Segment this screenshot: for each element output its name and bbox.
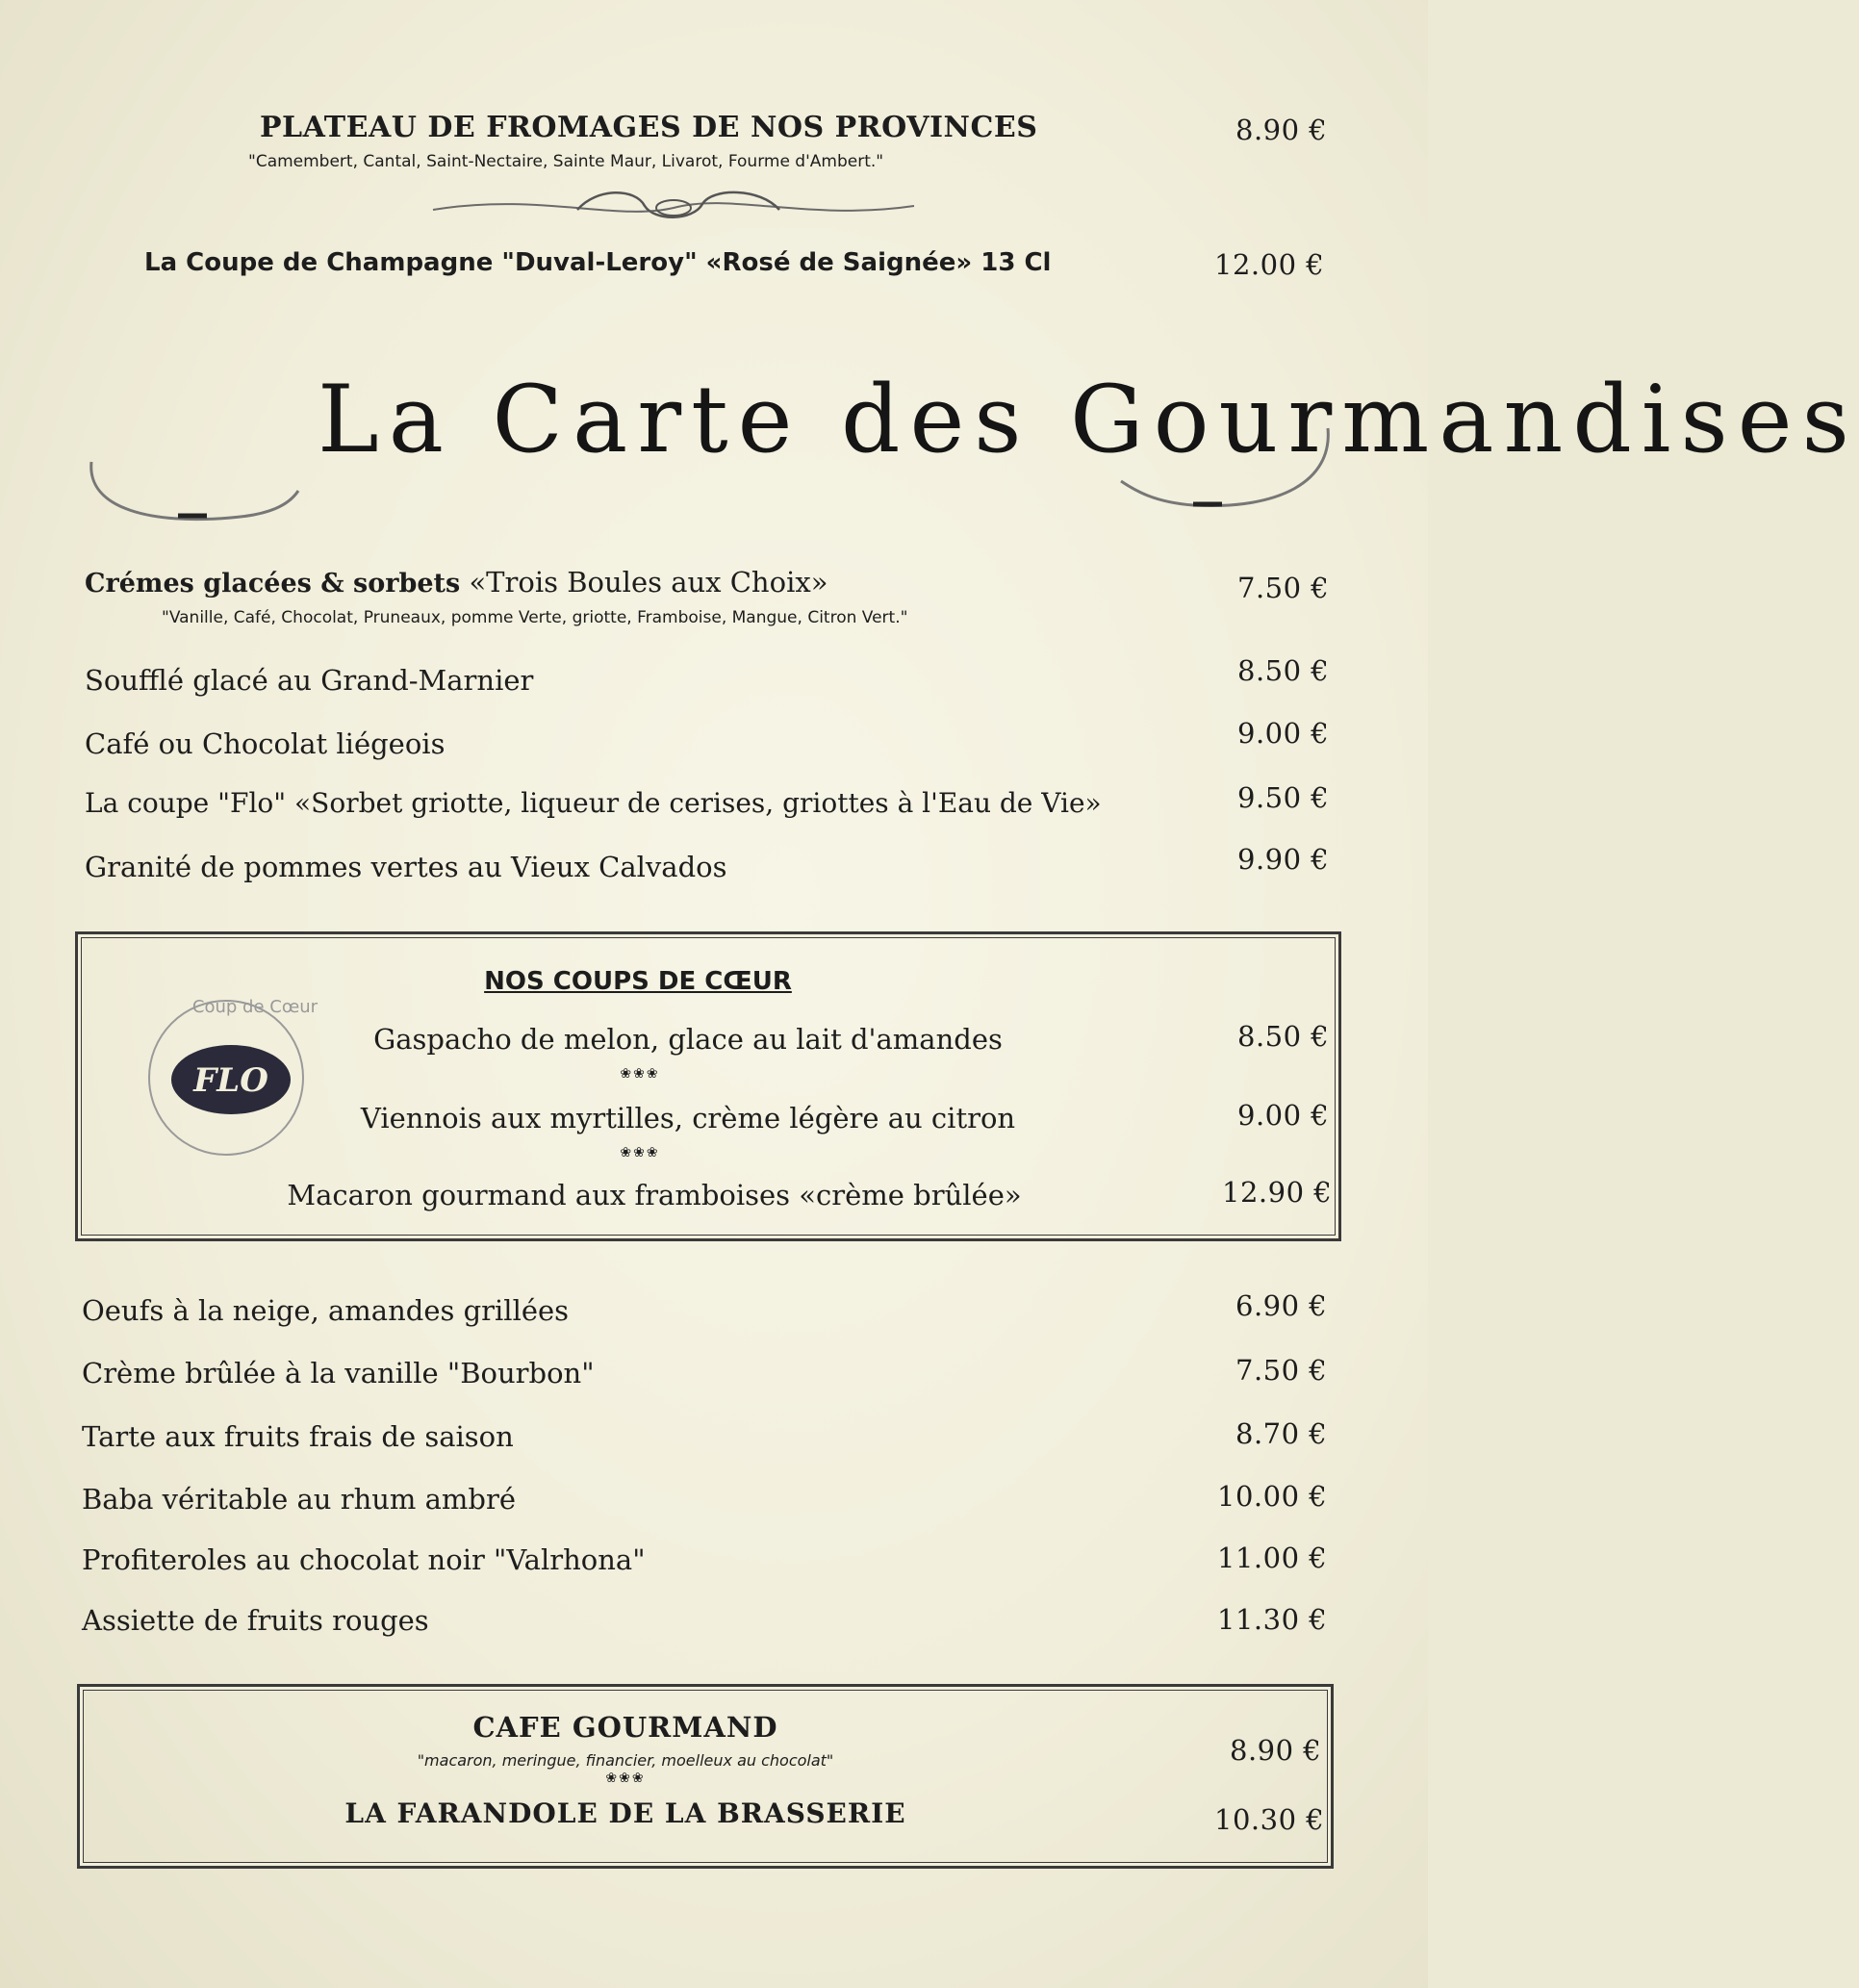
list-item-name: La coupe "Flo" «Sorbet griotte, liqueur de cerises, griottes à l'Eau de Vie» [85,787,1102,819]
separator-icon: ❀❀❀ [620,1145,660,1160]
list-item-price: 8.50 € [1237,654,1330,687]
list-item-name: Granité de pommes vertes au Vieux Calvados [85,851,727,883]
list-item-name: Assiette de fruits rouges [82,1604,429,1637]
list-item-price: 9.90 € [1237,843,1330,876]
cafe-gourmand-name: CAFE GOURMAND [472,1711,778,1744]
cheese-platter-price: 8.90 € [1235,114,1328,146]
list-item-name: Profiteroles au chocolat noir "Valrhona" [82,1543,646,1576]
cafe-gourmand-price: 8.90 € [1230,1734,1322,1767]
ice-cream-name-rest: «Trois Boules aux Choix» [469,566,828,599]
list-item-name: Crème brûlée à la vanille "Bourbon" [82,1357,595,1389]
coeur-item-price: 8.50 € [1237,1020,1330,1053]
menu-title: La Carte des Gourmandises [318,366,1859,473]
champagne-name: La Coupe de Champagne "Duval-Leroy" «Rosé de Saignée» 13 Cl [144,248,1052,277]
list-item-price: 11.00 € [1217,1542,1328,1574]
farandole-price: 10.30 € [1214,1803,1325,1836]
list-item-price: 7.50 € [1235,1354,1328,1387]
list-item-name: Oeufs à la neige, amandes grillées [82,1294,570,1327]
flo-logo-icon [140,991,318,1164]
coeur-item-name: Viennois aux myrtilles, crème légère au citron [360,1102,1016,1134]
coeur-item-name: Gaspacho de melon, glace au lait d'amandes [373,1023,1003,1056]
list-item-name: Soufflé glacé au Grand-Marnier [85,664,534,697]
ice-cream-item [85,566,828,599]
ice-cream-name-bold: Crémes glacées & sorbets [85,569,461,599]
cafe-gourmand-description: "macaron, meringue, financier, moelleux au chocolat" [417,1751,834,1770]
cheese-platter-description: "Camembert, Cantal, Saint-Nectaire, Sainte Maur, Livarot, Fourme d'Ambert." [248,152,884,171]
ornament-divider-icon [423,183,924,231]
coeur-item-name: Macaron gourmand aux framboises «crème brûlée» [287,1179,1022,1211]
list-item-price: 9.00 € [1237,717,1330,750]
list-item-price: 10.00 € [1217,1480,1328,1513]
cheese-platter-name: PLATEAU DE FROMAGES DE NOS PROVINCES [260,111,1038,144]
logo-ring-text: Coup de Cœur [191,997,318,1017]
list-item-price: 6.90 € [1235,1289,1328,1322]
list-item-name: Tarte aux fruits frais de saison [82,1420,514,1453]
logo-text: FLO [193,1061,268,1100]
list-item-name: Baba véritable au rhum ambré [82,1483,517,1516]
coeur-item-price: 9.00 € [1237,1099,1330,1132]
separator-icon: ❀❀❀ [605,1771,646,1786]
list-item-price: 9.50 € [1237,781,1330,814]
champagne-price: 12.00 € [1214,248,1325,281]
coups-de-coeur-title: NOS COUPS DE CŒUR [484,967,792,996]
list-item-price: 8.70 € [1235,1417,1328,1450]
ice-cream-flavours: "Vanille, Café, Chocolat, Pruneaux, pomme Verte, griotte, Framboise, Mangue, Citron Vert." [162,608,908,627]
separator-icon: ❀❀❀ [620,1066,660,1082]
flo-logo [140,991,318,1164]
ice-cream-price: 7.50 € [1237,572,1330,604]
coeur-item-price: 12.90 € [1222,1176,1333,1209]
list-item-name: Café ou Chocolat liégeois [85,727,446,760]
list-item-price: 11.30 € [1217,1603,1328,1636]
farandole-name: LA FARANDOLE DE LA BRASSERIE [344,1797,906,1829]
menu-heading [0,346,1859,539]
